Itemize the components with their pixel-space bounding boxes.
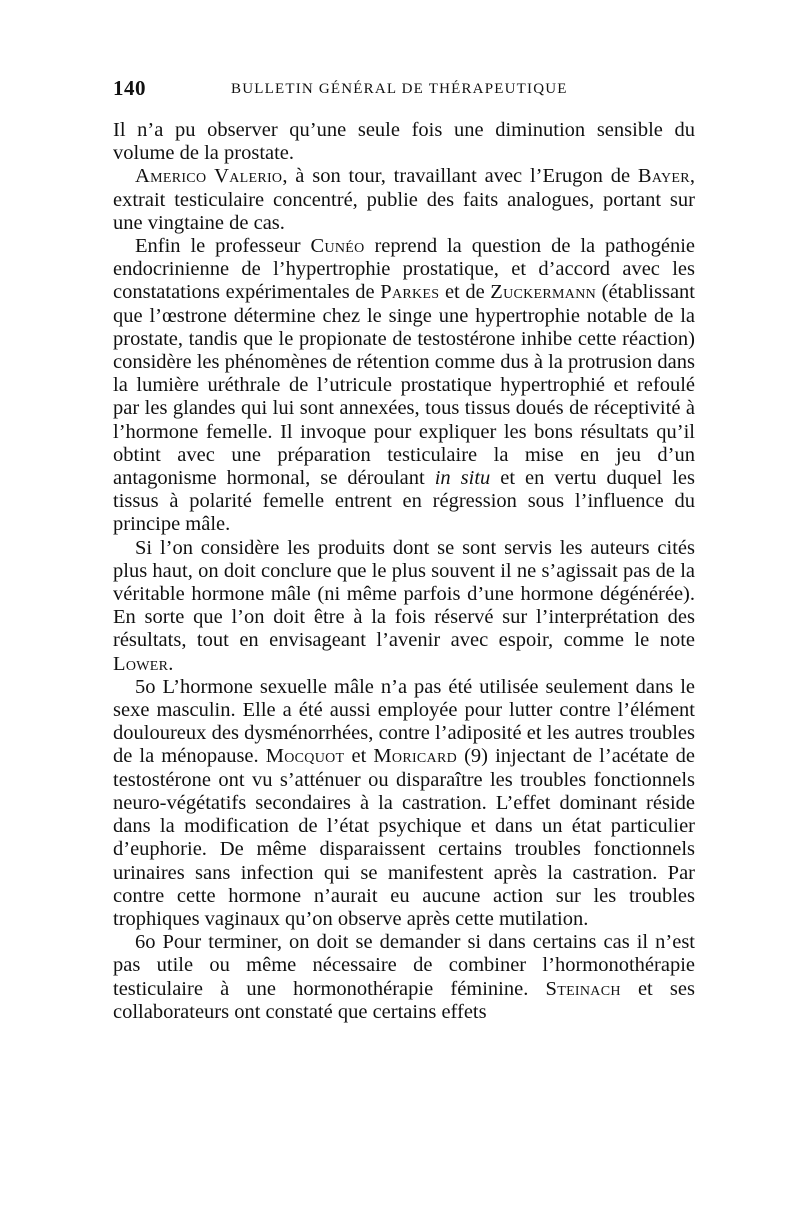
author-name: Zuckermann (490, 281, 597, 304)
italic-term: in situ (434, 467, 491, 490)
author-name: Parkes (380, 281, 440, 304)
text-run: Si l’on considère les produits dont se sont servis les auteurs cités plus haut, on doit conclure que le plus souvent il ne s’agissait pas de la véritable hormone mâle (ni même parfois d’une hormone dégénérée). En sorte que l’on doit être à la fois réservé sur l’interprétation des résultats, tout en envisageant l’avenir avec espoir, comme le note (113, 536, 695, 652)
author-name: Bayer (637, 165, 690, 188)
paragraph (113, 235, 695, 537)
text-run: Il n’a pu observer qu’une seule fois une diminution sensible du volume de la prostate. (113, 119, 695, 165)
paragraph (113, 537, 695, 676)
text-run: 6o Pour terminer, on doit se demander si dans certains cas il n’est pas utile ou même nécessaire de combiner l’hormonothérapie testiculaire à une hormonothérapie féminine. (113, 931, 695, 1000)
paragraph (113, 931, 695, 1024)
paragraph (113, 165, 695, 235)
author-name: Lower (113, 652, 169, 675)
text-run: et en vertu duquel les tissus à polarité femelle entrent en régression sous l’influence du principe mâle. (113, 467, 695, 536)
page-number: 140 (113, 76, 146, 100)
text-run: et ses collaborateurs ont constaté que certains effets (113, 977, 695, 1023)
text-run: . (168, 652, 174, 675)
text-run: reprend la question de la pathogénie endocrinienne de l’hypertrophie prostatique, et d’accord avec les constatations expérimentales de (113, 235, 695, 304)
text-run: (9) injectant de l’acétate de testostérone ont vu s’atténuer ou disparaître les troubles fonctionnels neuro-végétatifs secondaires à la castration. L’effet dominant réside dans la modification de l’état psychique et dans un état particulier d’euphorie. De même disparaissent certains troubles fonctionnels urinaires sans infection qui se manifestent après la castration. Par contre cette hormone n’aurait eu aucune action sur les troubles trophiques vaginaux qu’on observe après cette mutilation. (113, 745, 696, 930)
text-run: (établissant que l’œstrone détermine chez le singe une hypertrophie notable de la prostate, tandis que le propionate de testostérone inhibe cette réaction) considère les phénomènes de rétention comme dus à la protrusion dans la lumière uréthrale de l’utricule prostatique hypertrophié et refoulé par les glandes qui lui sont annexées, tous tissus doués de réceptivité à l’hormone femelle. Il invoque pour expliquer les bons résultats qu’il obtint avec une préparation testiculaire la mise en jeu d’un antagonisme hormonal, se déroulant (113, 281, 695, 490)
text-run: Enfin le professeur (135, 235, 311, 258)
paragraph (113, 119, 695, 165)
text-run: , à son tour, travaillant avec l’Erugon de (282, 165, 638, 188)
author-name: Steinach (545, 977, 621, 1000)
author-name: Americo Valerio (135, 165, 283, 188)
paragraph (113, 676, 695, 931)
author-name: Moricard (373, 745, 458, 768)
text-run: et de (439, 281, 491, 304)
text-run: , extrait testiculaire concentré, publie des faits analogues, portant sur une vingtaine de cas. (113, 165, 695, 234)
author-name: Mocquot (265, 745, 345, 768)
body-text (113, 119, 695, 1024)
journal-title: BULLETIN GÉNÉRAL DE THÉRAPEUTIQUE (231, 81, 568, 97)
text-run: et (344, 745, 374, 768)
text-run: 5o L’hormone sexuelle mâle n’a pas été utilisée seulement dans le sexe masculin. Elle a été aussi employée pour lutter contre l’élément douloureux des dysménorrhées, contre l’adiposité et les autres troubles de la ménopause. (113, 675, 695, 768)
running-head (113, 76, 693, 106)
author-name: Cunéo (310, 235, 365, 258)
